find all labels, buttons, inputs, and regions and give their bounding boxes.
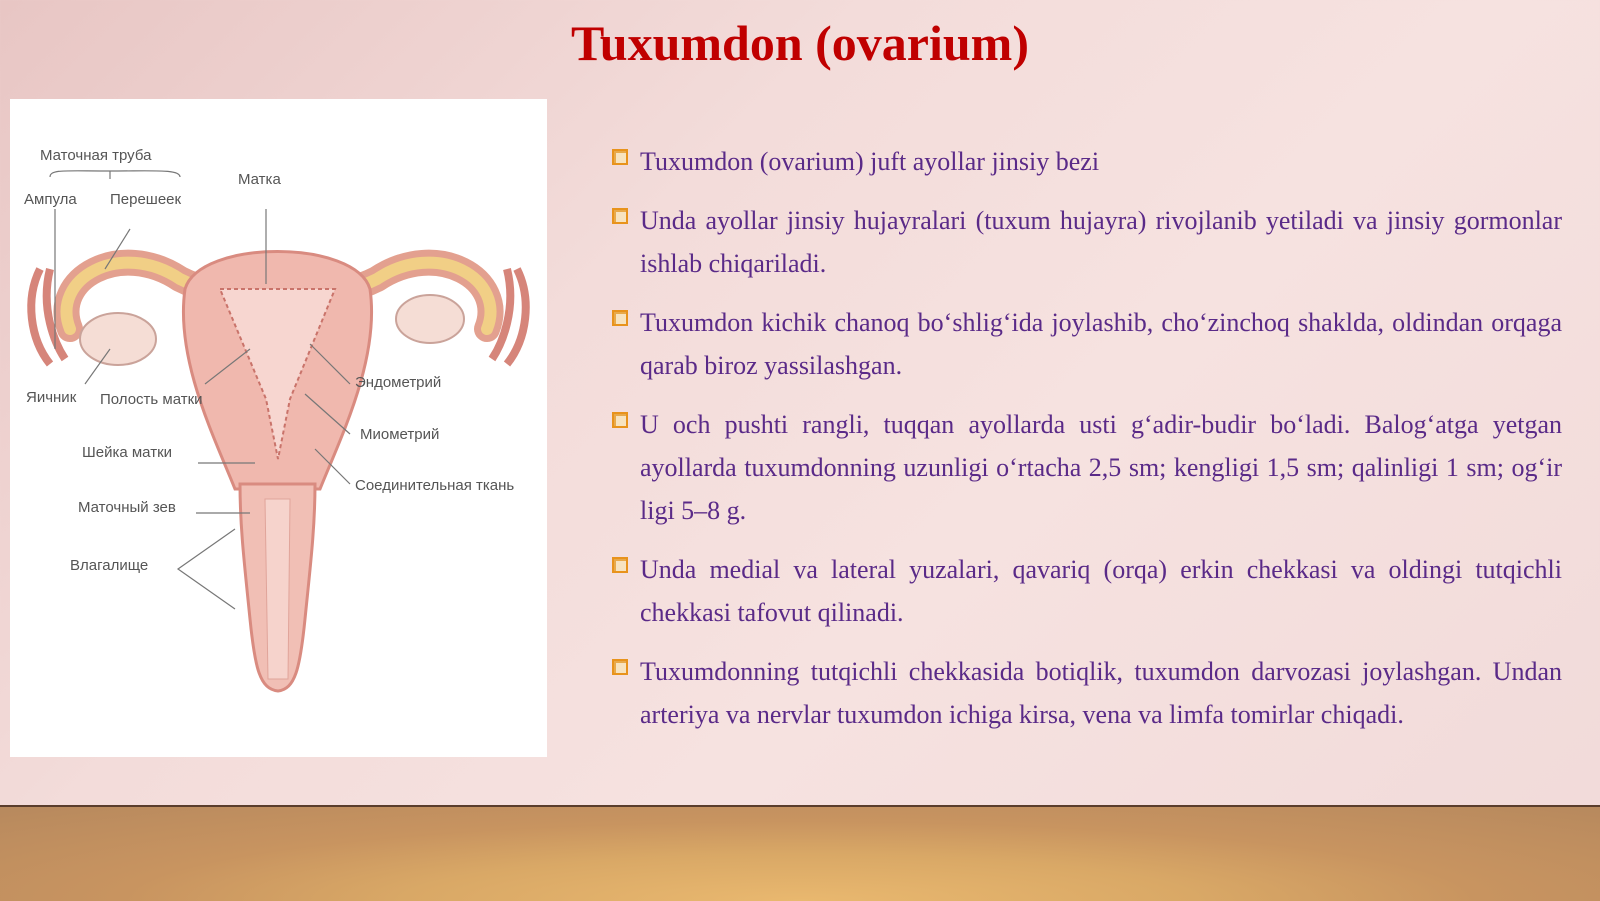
bullet-item: Unda medial va lateral yuzalari, qavariq (orqa) erkin chekkasi va oldingi tutqichli chekkasi tafovut qilinadi. xyxy=(612,548,1562,634)
label-uterus: Матка xyxy=(238,171,281,188)
bullet-list xyxy=(612,140,1562,752)
checkbox-bullet-icon xyxy=(612,208,628,224)
bullet-item: Tuxumdonning tutqichli chekkasida botiqlik, tuxumdon darvozasi joylashgan. Undan arteriya va nervlar tuxumdon ichiga kirsa, vena va limfa tomirlar chiqadi. xyxy=(612,650,1562,736)
checkbox-bullet-icon xyxy=(612,310,628,326)
label-ovary: Яичник xyxy=(26,389,77,406)
bullet-item: Unda ayollar jinsiy hujayralari (tuxum hujayra) rivojlanib yetiladi va jinsiy gormonlar ishlab chiqariladi. xyxy=(612,199,1562,285)
anatomy-figure xyxy=(10,99,547,757)
label-uterine-os: Маточный зев xyxy=(78,499,176,516)
label-ampulla: Ампула xyxy=(24,191,77,208)
label-uterine-cavity: Полость матки xyxy=(100,391,203,408)
checkbox-bullet-icon xyxy=(612,412,628,428)
uterus-illustration xyxy=(10,99,547,757)
label-fallopian-tube: Маточная труба xyxy=(40,147,152,164)
bullet-item: Tuxumdon kichik chanoq bo‘shlig‘ida joylashib, cho‘zinchoq shaklda, oldindan orqaga qarab biroz yassilashgan. xyxy=(612,301,1562,387)
label-vagina: Влагалище xyxy=(70,557,149,574)
wood-floor-background xyxy=(0,805,1600,901)
checkbox-bullet-icon xyxy=(612,659,628,675)
bullet-item: U och pushti rangli, tuqqan ayollarda usti g‘adir-budir bo‘ladi. Balog‘atga yetgan ayollarda tuxumdonning uzunligi o‘rtacha 2,5 sm; kengligi 1,5 sm; qalinligi 1 sm; og‘ir ligi 5–8 g. xyxy=(612,403,1562,532)
bullet-item: Tuxumdon (ovarium) juft ayollar jinsiy bezi xyxy=(612,140,1562,183)
label-endometrium: Эндометрий xyxy=(355,374,442,391)
label-connective-tissue: Соединительная ткань xyxy=(355,477,515,494)
label-isthmus: Перешеек xyxy=(110,191,182,208)
checkbox-bullet-icon xyxy=(612,149,628,165)
slide-title: Tuxumdon (ovarium) xyxy=(571,15,1029,71)
label-cervix: Шейка матки xyxy=(82,444,173,461)
label-myometrium: Миометрий xyxy=(360,426,440,443)
checkbox-bullet-icon xyxy=(612,557,628,573)
